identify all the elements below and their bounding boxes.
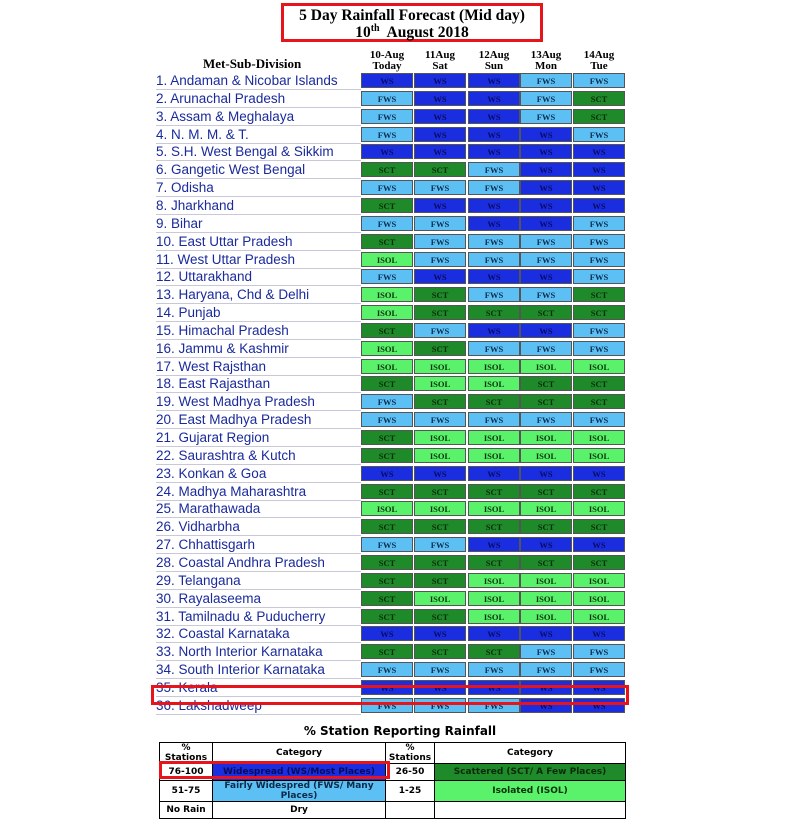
forecast-cell: WS	[573, 680, 625, 695]
forecast-cell: SCT	[414, 484, 466, 499]
subdivision-name: 30. Rayalaseema	[156, 590, 361, 608]
forecast-cell: SCT	[361, 376, 413, 391]
forecast-cell: WS	[361, 626, 413, 641]
forecast-cell: ISOL	[468, 501, 520, 516]
forecast-cell: ISOL	[520, 359, 572, 374]
forecast-cell: SCT	[414, 394, 466, 409]
legend-pct-header: % Stations	[160, 743, 213, 764]
subdivision-row	[153, 251, 633, 269]
day-header	[359, 50, 415, 72]
forecast-cell: SCT	[361, 448, 413, 463]
forecast-cell: ISOL	[361, 501, 413, 516]
forecast-cell: SCT	[468, 519, 520, 534]
subdivision-row	[153, 447, 633, 465]
legend-row	[160, 802, 626, 819]
forecast-cell: SCT	[468, 484, 520, 499]
forecast-cell: ISOL	[361, 359, 413, 374]
subdivision-name: 35. Kerala	[156, 679, 361, 697]
forecast-cell: FWS	[468, 252, 520, 267]
day-name: Today	[372, 60, 402, 72]
legend-title: % Station Reporting Rainfall	[303, 724, 497, 738]
forecast-cell: FWS	[361, 394, 413, 409]
forecast-cell: FWS	[468, 698, 520, 713]
forecast-cell: FWS	[573, 269, 625, 284]
subdivision-row	[153, 268, 633, 286]
subdivision-name: 25. Marathawada	[156, 500, 361, 518]
forecast-cell: WS	[361, 144, 413, 159]
forecast-cell: WS	[414, 269, 466, 284]
forecast-cell: WS	[414, 626, 466, 641]
forecast-cell: SCT	[414, 555, 466, 570]
forecast-cell: SCT	[361, 323, 413, 338]
subdivision-row	[153, 143, 633, 161]
subdivision-name: 17. West Rajsthan	[156, 358, 361, 376]
day-name: Sun	[484, 60, 504, 72]
forecast-cell: SCT	[520, 305, 572, 320]
forecast-cell: ISOL	[520, 591, 572, 606]
subdivision-row	[153, 108, 633, 126]
forecast-cell: SCT	[361, 519, 413, 534]
subdivision-row	[153, 179, 633, 197]
legend-pct: 51-75	[160, 781, 213, 802]
forecast-cell: ISOL	[361, 341, 413, 356]
legend-pct-header: % Stations	[386, 743, 435, 764]
subdivision-name: 36. Lakshadweep	[156, 697, 361, 715]
forecast-cell: FWS	[361, 127, 413, 142]
forecast-cell: FWS	[520, 662, 572, 677]
subdivision-name: 31. Tamilnadu & Puducherry	[156, 608, 361, 626]
forecast-cell: WS	[414, 680, 466, 695]
title-day-suffix: th	[370, 23, 380, 34]
forecast-cell: WS	[468, 466, 520, 481]
forecast-cell: FWS	[520, 234, 572, 249]
legend-category-header: Category	[435, 743, 626, 764]
forecast-cell: SCT	[520, 555, 572, 570]
forecast-cell: FWS	[573, 216, 625, 231]
subdivision-name: 28. Coastal Andhra Pradesh	[156, 554, 361, 572]
forecast-cell: ISOL	[573, 591, 625, 606]
subdivision-name: 33. North Interior Karnataka	[156, 643, 361, 661]
forecast-cell: FWS	[573, 73, 625, 88]
day-name: Sat	[432, 60, 448, 72]
subdivision-header: Met-Sub-Division	[203, 56, 302, 71]
legend-category-fws: Fairly Widespred (FWS/ Many Places)	[213, 781, 386, 802]
forecast-cell: SCT	[414, 341, 466, 356]
title-line-2	[284, 24, 540, 41]
forecast-cell: FWS	[573, 644, 625, 659]
forecast-cell: FWS	[414, 234, 466, 249]
day-date: 10-Aug	[369, 49, 405, 61]
forecast-cell: WS	[573, 626, 625, 641]
forecast-cell: ISOL	[414, 448, 466, 463]
forecast-cell: SCT	[361, 234, 413, 249]
forecast-cell: FWS	[573, 323, 625, 338]
forecast-cell: FWS	[573, 662, 625, 677]
forecast-cell: WS	[468, 626, 520, 641]
legend-category-isol: Isolated (ISOL)	[435, 781, 626, 802]
subdivision-name: 1. Andaman & Nicobar Islands	[156, 72, 361, 90]
forecast-cell: SCT	[361, 162, 413, 177]
subdivision-row	[153, 536, 633, 554]
forecast-cell: ISOL	[573, 609, 625, 624]
forecast-cell: FWS	[573, 234, 625, 249]
forecast-cell: FWS	[414, 537, 466, 552]
forecast-cell: FWS	[361, 537, 413, 552]
title-line-1: 5 Day Rainfall Forecast (Mid day)	[299, 7, 525, 24]
legend-category-dry: Dry	[213, 802, 386, 819]
subdivision-name: 3. Assam & Meghalaya	[156, 108, 361, 126]
subdivision-name: 7. Odisha	[156, 179, 361, 197]
subdivision-name: 12. Uttarakhand	[156, 268, 361, 286]
legend-pct	[386, 802, 435, 819]
forecast-cell: ISOL	[414, 359, 466, 374]
forecast-cell: WS	[468, 537, 520, 552]
forecast-cell: WS	[573, 537, 625, 552]
forecast-cell: WS	[361, 466, 413, 481]
forecast-cell: SCT	[573, 287, 625, 302]
subdivision-name: 27. Chhattisgarh	[156, 536, 361, 554]
legend-pct: 26-50	[386, 764, 435, 781]
subdivision-name: 16. Jammu & Kashmir	[156, 340, 361, 358]
forecast-cell: SCT	[414, 305, 466, 320]
forecast-cell: FWS	[520, 109, 572, 124]
forecast-cell: SCT	[468, 394, 520, 409]
forecast-cell: WS	[468, 73, 520, 88]
legend-category-header: Category	[213, 743, 386, 764]
forecast-cell: SCT	[520, 519, 572, 534]
forecast-cell: FWS	[468, 412, 520, 427]
forecast-cell: WS	[414, 91, 466, 106]
forecast-cell: WS	[414, 127, 466, 142]
forecast-cell: ISOL	[520, 573, 572, 588]
forecast-cell: SCT	[468, 644, 520, 659]
forecast-cell: WS	[414, 466, 466, 481]
forecast-cell: WS	[520, 127, 572, 142]
highlight-frame-ws-legend	[159, 761, 390, 779]
forecast-cell: FWS	[414, 698, 466, 713]
forecast-cell: ISOL	[468, 448, 520, 463]
subdivision-row	[153, 554, 633, 572]
forecast-cell: SCT	[573, 109, 625, 124]
forecast-cell: WS	[573, 698, 625, 713]
forecast-cell: FWS	[573, 127, 625, 142]
forecast-cell: FWS	[520, 252, 572, 267]
column-headers	[153, 50, 633, 72]
subdivision-row	[153, 375, 633, 393]
forecast-cell: WS	[573, 466, 625, 481]
forecast-cell: ISOL	[468, 376, 520, 391]
forecast-cell: ISOL	[573, 448, 625, 463]
forecast-cell: SCT	[573, 376, 625, 391]
subdivision-row	[153, 126, 633, 144]
forecast-cell: WS	[573, 162, 625, 177]
forecast-cell: SCT	[573, 484, 625, 499]
title-month-year: August 2018	[379, 24, 469, 41]
forecast-cell: SCT	[573, 519, 625, 534]
subdivision-row	[153, 358, 633, 376]
forecast-cell: SCT	[520, 376, 572, 391]
forecast-cell: FWS	[414, 412, 466, 427]
forecast-cell: SCT	[361, 591, 413, 606]
forecast-cell: FWS	[361, 412, 413, 427]
subdivision-row	[153, 161, 633, 179]
forecast-cell: SCT	[361, 644, 413, 659]
forecast-title	[281, 3, 543, 42]
forecast-cell: FWS	[414, 323, 466, 338]
day-date: 13Aug	[530, 49, 562, 61]
forecast-cell: ISOL	[520, 501, 572, 516]
subdivision-name: 34. South Interior Karnataka	[156, 661, 361, 679]
forecast-cell: WS	[414, 144, 466, 159]
forecast-cell: SCT	[573, 91, 625, 106]
subdivision-name: 2. Arunachal Pradesh	[156, 90, 361, 108]
subdivision-name: 4. N. M. M. & T.	[156, 126, 361, 144]
forecast-cell: WS	[520, 144, 572, 159]
forecast-cell: ISOL	[414, 376, 466, 391]
forecast-cell: WS	[414, 198, 466, 213]
legend-pct: 76-100	[160, 764, 213, 781]
forecast-cell: SCT	[361, 430, 413, 445]
forecast-cell: FWS	[573, 412, 625, 427]
subdivision-name: 13. Haryana, Chd & Delhi	[156, 286, 361, 304]
forecast-cell: SCT	[573, 555, 625, 570]
subdivision-name: 6. Gangetic West Bengal	[156, 161, 361, 179]
forecast-cell: FWS	[468, 287, 520, 302]
forecast-cell: WS	[361, 73, 413, 88]
day-date: 12Aug	[478, 49, 510, 61]
subdivision-name: 22. Saurashtra & Kutch	[156, 447, 361, 465]
forecast-cell: ISOL	[520, 448, 572, 463]
forecast-cell: WS	[520, 626, 572, 641]
subdivision-name: 8. Jharkhand	[156, 197, 361, 215]
forecast-cell: ISOL	[573, 359, 625, 374]
subdivision-name: 21. Gujarat Region	[156, 429, 361, 447]
forecast-cell: WS	[520, 216, 572, 231]
subdivision-row	[153, 500, 633, 518]
forecast-cell: ISOL	[361, 305, 413, 320]
forecast-cell: FWS	[361, 180, 413, 195]
day-name: Mon	[535, 60, 557, 72]
forecast-cell: SCT	[414, 287, 466, 302]
subdivision-row	[153, 572, 633, 590]
legend-row	[160, 781, 626, 802]
forecast-cell: WS	[468, 680, 520, 695]
forecast-cell: WS	[520, 180, 572, 195]
forecast-cell: SCT	[414, 609, 466, 624]
forecast-cell: ISOL	[414, 591, 466, 606]
legend-category-ws: Widespread (WS/Most Places)	[213, 764, 386, 781]
subdivision-row	[153, 72, 633, 90]
day-name: Tue	[590, 60, 608, 72]
subdivision-name: 24. Madhya Maharashtra	[156, 483, 361, 501]
forecast-cell: FWS	[361, 269, 413, 284]
forecast-cell: FWS	[414, 252, 466, 267]
forecast-cell: WS	[468, 127, 520, 142]
forecast-cell: FWS	[520, 287, 572, 302]
subdivision-name: 29. Telangana	[156, 572, 361, 590]
subdivision-row	[153, 661, 633, 679]
forecast-cell: SCT	[468, 555, 520, 570]
forecast-cell: ISOL	[468, 573, 520, 588]
legend-pct: 1-25	[386, 781, 435, 802]
subdivision-row	[153, 411, 633, 429]
subdivision-row	[153, 518, 633, 536]
forecast-cell: SCT	[573, 394, 625, 409]
subdivision-name: 18. East Rajasthan	[156, 375, 361, 393]
subdivision-name: 5. S.H. West Bengal & Sikkim	[156, 143, 361, 161]
subdivision-name: 23. Konkan & Goa	[156, 465, 361, 483]
forecast-cell: ISOL	[573, 430, 625, 445]
forecast-cell: WS	[520, 323, 572, 338]
day-header	[466, 50, 522, 72]
forecast-cell: FWS	[414, 216, 466, 231]
forecast-cell: WS	[414, 109, 466, 124]
forecast-cell: FWS	[468, 162, 520, 177]
forecast-cell: FWS	[520, 644, 572, 659]
subdivision-row	[153, 393, 633, 411]
subdivision-name: 20. East Madhya Pradesh	[156, 411, 361, 429]
forecast-cell: WS	[468, 323, 520, 338]
forecast-cell: SCT	[414, 519, 466, 534]
forecast-cell: WS	[520, 698, 572, 713]
forecast-cell: FWS	[361, 698, 413, 713]
forecast-cell: WS	[520, 162, 572, 177]
legend-category-empty	[435, 802, 626, 819]
subdivision-row	[153, 340, 633, 358]
forecast-cell: SCT	[520, 394, 572, 409]
forecast-cell: WS	[573, 180, 625, 195]
subdivision-row	[153, 90, 633, 108]
subdivision-name: 32. Coastal Karnataka	[156, 625, 361, 643]
forecast-cell: WS	[573, 198, 625, 213]
subdivision-name: 11. West Uttar Pradesh	[156, 251, 361, 269]
subdivision-name: 19. West Madhya Pradesh	[156, 393, 361, 411]
forecast-cell: WS	[468, 216, 520, 231]
forecast-cell: WS	[361, 680, 413, 695]
forecast-cell: FWS	[520, 341, 572, 356]
forecast-cell: ISOL	[573, 501, 625, 516]
forecast-cell: SCT	[361, 555, 413, 570]
forecast-cell: WS	[520, 680, 572, 695]
forecast-cell: FWS	[573, 252, 625, 267]
forecast-cell: SCT	[361, 609, 413, 624]
subdivision-row	[153, 304, 633, 322]
forecast-cell: FWS	[468, 234, 520, 249]
forecast-cell: WS	[520, 466, 572, 481]
day-header	[518, 50, 574, 72]
forecast-cell: WS	[520, 269, 572, 284]
subdivision-name: 15. Himachal Pradesh	[156, 322, 361, 340]
subdivision-row	[153, 590, 633, 608]
forecast-cell: WS	[520, 198, 572, 213]
highlight-frame-kerala	[151, 685, 629, 705]
day-header	[412, 50, 468, 72]
forecast-cell: FWS	[573, 341, 625, 356]
forecast-cell: WS	[468, 269, 520, 284]
subdivision-row	[153, 233, 633, 251]
forecast-cell: ISOL	[573, 573, 625, 588]
forecast-cell: ISOL	[468, 609, 520, 624]
forecast-cell: SCT	[468, 305, 520, 320]
forecast-cell: WS	[468, 144, 520, 159]
forecast-cell: FWS	[414, 180, 466, 195]
forecast-cell: WS	[414, 73, 466, 88]
forecast-cell: FWS	[361, 216, 413, 231]
forecast-cell: ISOL	[468, 591, 520, 606]
subdivision-row	[153, 215, 633, 233]
forecast-cell: ISOL	[520, 430, 572, 445]
forecast-cell: SCT	[414, 644, 466, 659]
forecast-cell: SCT	[520, 484, 572, 499]
day-date: 14Aug	[583, 49, 615, 61]
forecast-cell: ISOL	[520, 609, 572, 624]
forecast-cell: FWS	[520, 73, 572, 88]
forecast-cell: FWS	[468, 180, 520, 195]
forecast-cell: ISOL	[361, 287, 413, 302]
forecast-cell: FWS	[414, 662, 466, 677]
forecast-cell: SCT	[414, 573, 466, 588]
forecast-cell: SCT	[361, 198, 413, 213]
subdivision-name: 14. Punjab	[156, 304, 361, 322]
day-header	[571, 50, 627, 72]
forecast-cell: SCT	[361, 484, 413, 499]
subdivision-row	[153, 286, 633, 304]
subdivision-name: 9. Bihar	[156, 215, 361, 233]
forecast-cell: WS	[468, 91, 520, 106]
forecast-cell: ISOL	[414, 430, 466, 445]
forecast-cell: FWS	[520, 91, 572, 106]
forecast-cell: FWS	[361, 91, 413, 106]
subdivision-name: 26. Vidharbha	[156, 518, 361, 536]
forecast-cell: FWS	[361, 109, 413, 124]
forecast-cell: WS	[468, 198, 520, 213]
subdivision-row	[153, 465, 633, 483]
legend-category-sct: Scattered (SCT/ A Few Places)	[435, 764, 626, 781]
forecast-cell: WS	[573, 144, 625, 159]
forecast-cell: FWS	[361, 662, 413, 677]
subdivision-row	[153, 608, 633, 626]
forecast-cell: SCT	[361, 573, 413, 588]
legend-pct: No Rain	[160, 802, 213, 819]
legend-table	[159, 742, 626, 819]
subdivision-row	[153, 322, 633, 340]
forecast-cell: ISOL	[361, 252, 413, 267]
forecast-cell: ISOL	[468, 359, 520, 374]
subdivision-row	[153, 197, 633, 215]
subdivision-row	[153, 429, 633, 447]
forecast-cell: FWS	[468, 341, 520, 356]
forecast-cell: WS	[468, 109, 520, 124]
forecast-cell: FWS	[468, 662, 520, 677]
forecast-cell: FWS	[520, 412, 572, 427]
title-day: 10	[355, 24, 371, 41]
forecast-cell: WS	[520, 537, 572, 552]
forecast-cell: SCT	[573, 305, 625, 320]
subdivision-row	[153, 625, 633, 643]
subdivision-row	[153, 643, 633, 661]
forecast-cell: ISOL	[414, 501, 466, 516]
subdivision-name: 10. East Uttar Pradesh	[156, 233, 361, 251]
day-date: 11Aug	[425, 49, 455, 61]
subdivision-row	[153, 483, 633, 501]
forecast-cell: SCT	[414, 162, 466, 177]
forecast-cell: ISOL	[468, 430, 520, 445]
